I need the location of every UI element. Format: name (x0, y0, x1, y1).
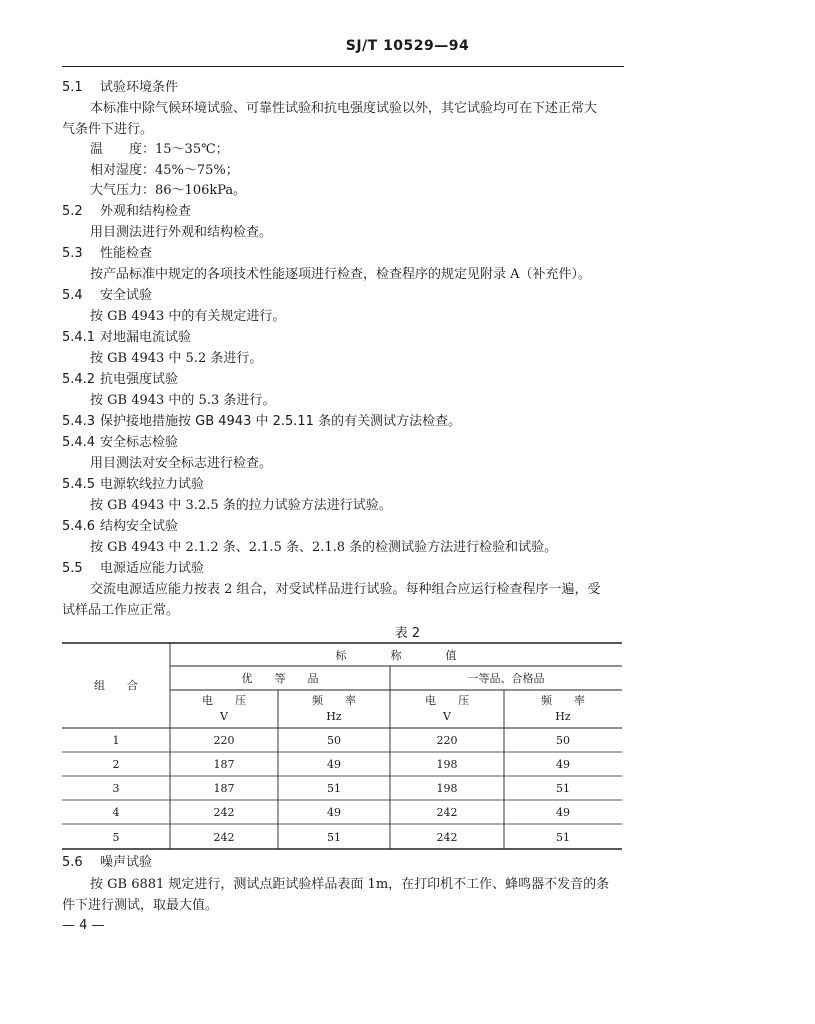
table-cell-voltage: 220 (436, 734, 458, 747)
table-header-nominal: 标 称 值 (335, 649, 457, 662)
table-cell-frequency: 51 (556, 831, 570, 844)
table-header-voltage: 电 压 (425, 694, 469, 707)
condition-humidity: 相对湿度：45%～75%； (90, 163, 239, 178)
paragraph: 交流电源适应能力按表 2 组合，对受试样品进行试验。每种组合应运行检查程序一遍，受 (90, 582, 601, 597)
table-cell-voltage: 242 (436, 806, 458, 819)
paragraph: 试样品工作应正常。 (62, 603, 180, 618)
table-cell-frequency: 50 (556, 734, 570, 747)
section-title: 电源适应能力试验 (100, 561, 205, 576)
table-cell-group: 5 (112, 831, 120, 844)
paragraph: 按产品标准中规定的各项技术性能逐项进行检查，检查程序的规定见附录 A（补充件）。 (90, 267, 592, 282)
section-title: 抗电强度试验 (100, 372, 179, 387)
section-title: 外观和结构检查 (100, 204, 192, 219)
section-title: 安全标志检验 (100, 435, 179, 450)
table-cell-frequency: 51 (327, 831, 341, 844)
paragraph: 按 GB 4943 中 3.2.5 条的拉力试验方法进行试验。 (90, 498, 392, 513)
section-5-6-heading (62, 855, 152, 871)
table-cell-group: 4 (112, 806, 120, 819)
paragraph: 按 GB 4943 中 2.1.2 条、2.1.5 条、2.1.8 条的检测试验方法进行检验和试验。 (90, 540, 558, 555)
table-cell-group: 2 (112, 758, 120, 771)
section-title: 安全试验 (100, 288, 153, 303)
table-cell-voltage: 220 (213, 734, 235, 747)
paragraph: 用目测法对安全标志进行检查。 (90, 456, 273, 471)
paragraph: 按 GB 6881 规定进行，测试点距试验样品表面 1m，在打印机不工作、蜂鸣器不发音的条 (90, 877, 610, 892)
table-cell-frequency: 51 (556, 782, 570, 795)
table-cell-voltage: 242 (436, 831, 458, 844)
table-header-group: 组 合 (94, 679, 138, 692)
table-cell-voltage: 198 (436, 782, 458, 795)
table-header-grade-standard: 一等品、合格品 (467, 672, 545, 685)
paragraph: 用目测法进行外观和结构检查。 (90, 225, 273, 240)
section-title: 保护接地措施按 GB 4943 中 2.5.11 条的有关测试方法检查。 (100, 414, 462, 429)
section-number: 5.3 (62, 246, 83, 261)
section-number: 5.4.2 (62, 372, 96, 387)
table-cell-frequency: 50 (327, 734, 341, 747)
table-cell-frequency: 49 (327, 806, 341, 819)
table-cell-voltage: 198 (436, 758, 458, 771)
table-header-frequency-unit: Hz (555, 710, 571, 723)
paragraph: 件下进行测试，取最大值。 (62, 898, 219, 913)
table-header-frequency: 频 率 (541, 694, 585, 707)
table-cell-group: 1 (112, 734, 120, 747)
section-title: 噪声试验 (100, 855, 153, 870)
section-title: 结构安全试验 (100, 519, 179, 534)
page-number: — 4 — (62, 918, 105, 933)
section-title: 性能检查 (100, 246, 153, 261)
section-number: 5.2 (62, 204, 83, 219)
section-number: 5.4.6 (62, 519, 96, 534)
paragraph: 按 GB 4943 中 5.2 条进行。 (90, 351, 263, 366)
table-cell-voltage: 242 (213, 831, 235, 844)
condition-temperature: 温 度：15～35℃； (90, 142, 229, 157)
section-number: 5.4.4 (62, 435, 96, 450)
paragraph: 按 GB 4943 中的有关规定进行。 (90, 309, 286, 324)
table-cell-voltage: 187 (213, 758, 235, 771)
table-header-grade-superior: 优 等 品 (241, 672, 319, 685)
section-number: 5.4.5 (62, 477, 96, 492)
section-number: 5.4 (62, 288, 83, 303)
table-header-voltage-unit: V (220, 710, 228, 723)
table-cell-frequency: 51 (327, 782, 341, 795)
table-cell-frequency: 49 (327, 758, 341, 771)
section-number: 5.1 (62, 80, 83, 95)
table-caption: 表 2 (394, 626, 421, 641)
table-cell-frequency: 49 (556, 758, 570, 771)
table-header-frequency: 频 率 (312, 694, 356, 707)
section-title: 试验环境条件 (100, 80, 179, 95)
paragraph: 按 GB 4943 中的 5.3 条进行。 (90, 393, 276, 408)
table-header-voltage-unit: V (443, 710, 451, 723)
section-title: 对地漏电流试验 (100, 330, 192, 345)
table-cell-voltage: 242 (213, 806, 235, 819)
condition-pressure: 大气压力：86～106kPa。 (90, 183, 247, 198)
table-header-frequency-unit: Hz (326, 710, 342, 723)
section-title: 电源软线拉力试验 (100, 477, 205, 492)
table-header-voltage: 电 压 (202, 694, 246, 707)
document-code: SJ/T 10529—94 (345, 38, 470, 54)
table-cell-frequency: 49 (556, 806, 570, 819)
section-number: 5.4.1 (62, 330, 96, 345)
section-number: 5.5 (62, 561, 83, 576)
section-number: 5.4.3 (62, 414, 96, 429)
table-cell-group: 3 (112, 782, 120, 795)
section-number: 5.6 (62, 855, 83, 870)
paragraph: 气条件下进行。 (62, 122, 154, 137)
table-cell-voltage: 187 (213, 782, 235, 795)
paragraph: 本标准中除气候环境试验、可靠性试验和抗电强度试验以外，其它试验均可在下述正常大 (90, 101, 598, 116)
